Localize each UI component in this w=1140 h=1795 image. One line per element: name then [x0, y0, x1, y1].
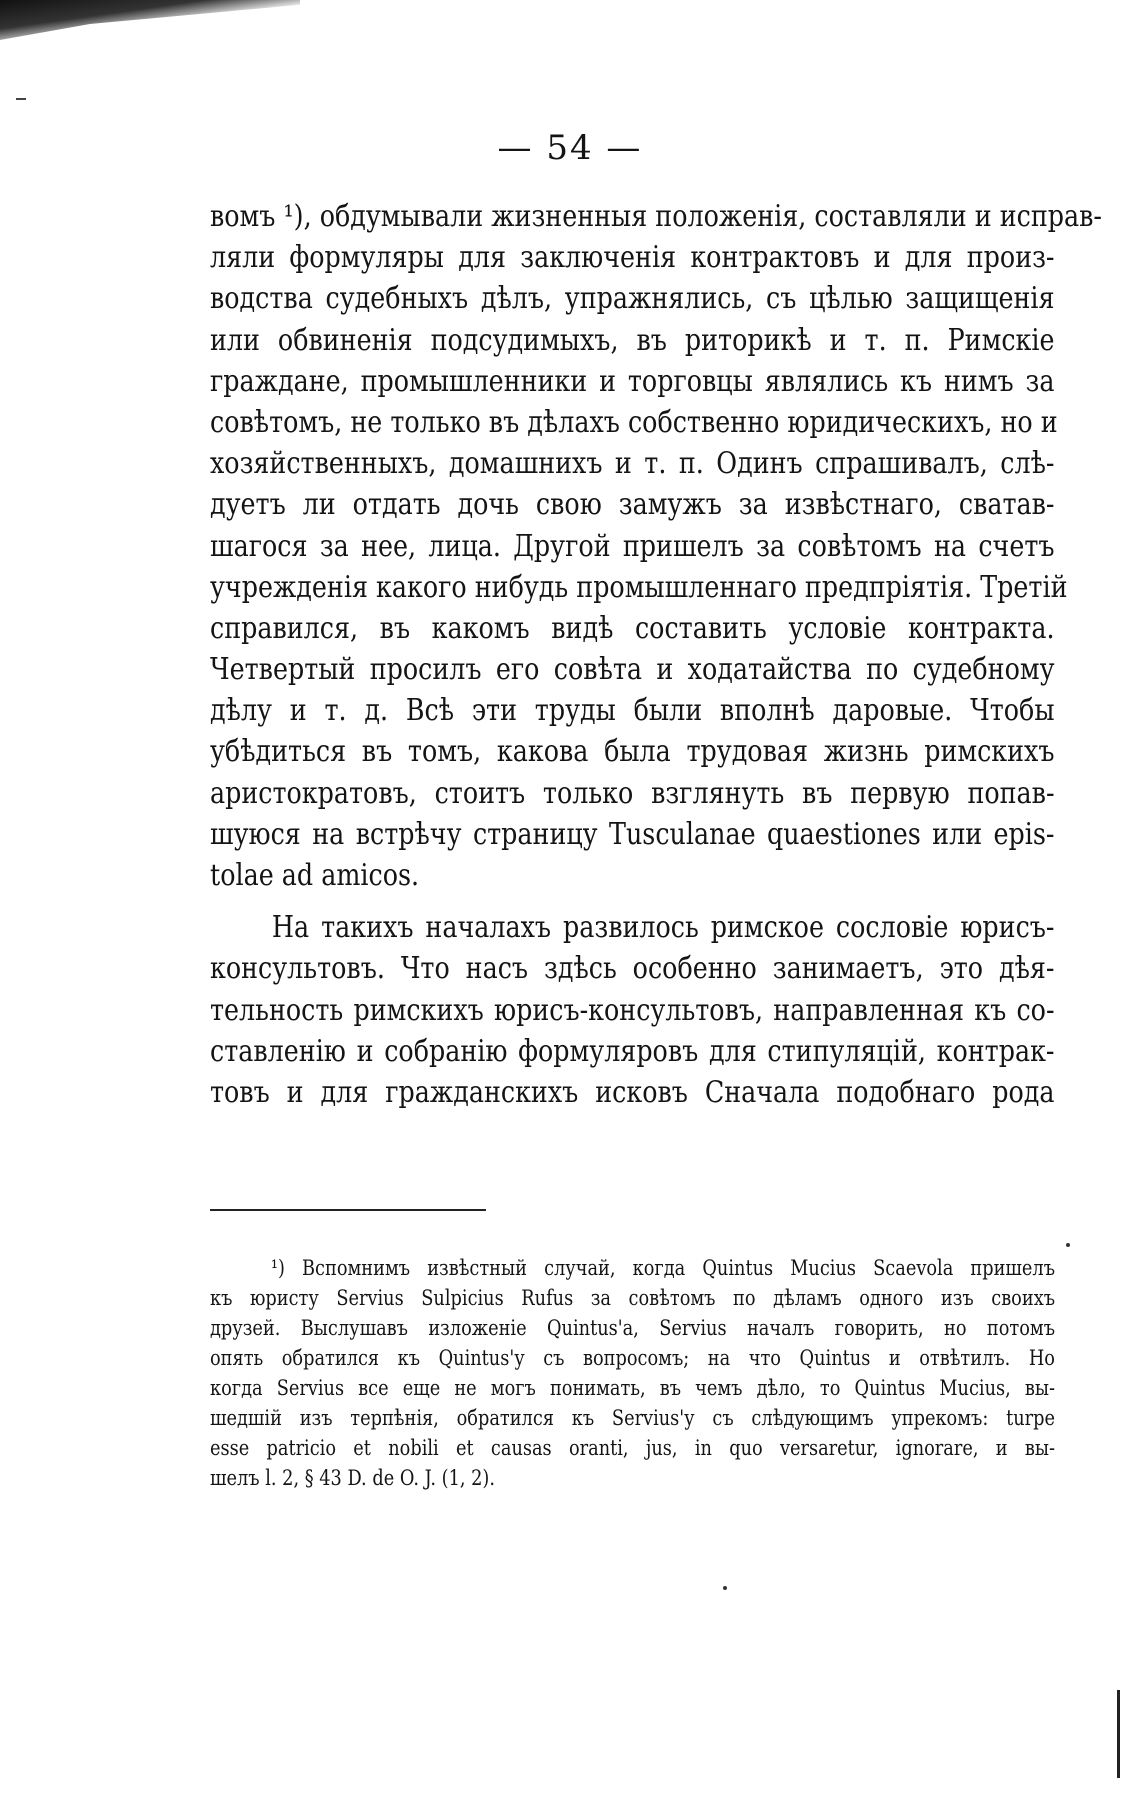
paragraph-gap [210, 896, 1055, 907]
text-line: или обвиненія подсудимыхъ, въ риторикѣ и т. п. Римскіе [210, 322, 1055, 357]
text-line: товъ и для гражданскихъ исковъ Сначала подобнаго рода [210, 1074, 1055, 1109]
page-number: — 54 — [497, 128, 643, 168]
text-line: аристократовъ, стоитъ только взглянуть въ первую попав- [210, 775, 1055, 810]
text-line: На такихъ началахъ развилось римское сословіе юрисъ- [271, 910, 1055, 945]
text-line: дуетъ ли отдать дочь свою замужъ за извѣстнаго, сватав- [210, 487, 1055, 522]
text-line: учрежденія какого нибудь промышленнаго предпріятія. Третій [210, 569, 1068, 604]
text-line: консультовъ. Что насъ здѣсь особенно занимаетъ, это дѣя- [210, 951, 1055, 986]
footnote-line: опять обратился къ Quintus'у съ вопросомъ; на что Quintus и отвѣтилъ. Но [210, 1346, 1055, 1370]
text-line: справился, въ какомъ видѣ составить условіе контракта. [210, 610, 1055, 645]
scan-dot-artifact [1066, 1243, 1070, 1247]
footnote-line: когда Servius все еще не могъ понимать, въ чемъ дѣло, то Quintus Mucius, вы- [210, 1376, 1055, 1400]
scan-smudge-artifact [0, 0, 300, 40]
text-line: дѣлу и т. д. Всѣ эти труды были вполнѣ даровые. Чтобы [210, 693, 1055, 728]
scan-mark-artifact [16, 98, 26, 100]
text-line: Четвертый просилъ его совѣта и ходатайства по судебному [210, 652, 1055, 687]
scan-edge-artifact [1117, 1690, 1120, 1778]
footnote [210, 1253, 1055, 1493]
text-line: убѣдиться въ томъ, какова была трудовая жизнь римскихъ [210, 734, 1055, 769]
footnote-line: esse patricio et nobili et causas oranti, jus, in quo versaretur, ignorare, и вы- [210, 1436, 1055, 1460]
text-line: tolae ad amicos. [210, 858, 420, 892]
footnote-line: ¹) Вспомнимъ извѣстный случай, когда Quintus Mucius Scaevola пришелъ [270, 1256, 1056, 1280]
footnote-line: друзей. Выслушавъ изложеніе Quintus'a, Servius началъ говорить, но потомъ [210, 1316, 1055, 1340]
footnote-divider [210, 1209, 486, 1211]
main-text [210, 196, 1102, 1113]
text-line: совѣтомъ, не только въ дѣлахъ собственно юридическихъ, но и [210, 404, 1058, 439]
text-line: вомъ ¹), обдумывали жизненныя положенія, составляли и исправ- [210, 199, 1102, 233]
text-line: шагося за нее, лица. Другой пришелъ за совѣтомъ на счетъ [210, 528, 1055, 563]
text-line: хозяйственныхъ, домашнихъ и т. п. Одинъ спрашивалъ, слѣ- [210, 446, 1055, 481]
text-line: водства судебныхъ дѣлъ, упражнялись, съ цѣлью защищенія [210, 281, 1055, 316]
text-line: шуюся на встрѣчу страницу Tusculanae quaestiones или epis- [210, 816, 1055, 851]
footnote-line: шедшій изъ терпѣнія, обратился къ Servius'у съ слѣдующимъ упрекомъ: turpe [210, 1406, 1055, 1430]
footnote-line: къ юристу Servius Sulpicius Rufus за совѣтомъ по дѣламъ одного изъ своихъ [210, 1286, 1055, 1310]
footnote-line: шелъ l. 2, § 43 D. de O. J. (1, 2). [210, 1466, 496, 1490]
scan-dot-artifact [723, 1586, 727, 1590]
text-line: ляли формуляры для заключенія контрактовъ и для произ- [210, 240, 1055, 275]
text-line: граждане, промышленники и торговцы являлись къ нимъ за [210, 363, 1055, 398]
text-line: ставленію и собранію формуляровъ для стипуляцій, контрак- [210, 1033, 1055, 1068]
text-line: тельность римскихъ юрисъ-консультовъ, направленная къ со- [210, 992, 1055, 1027]
